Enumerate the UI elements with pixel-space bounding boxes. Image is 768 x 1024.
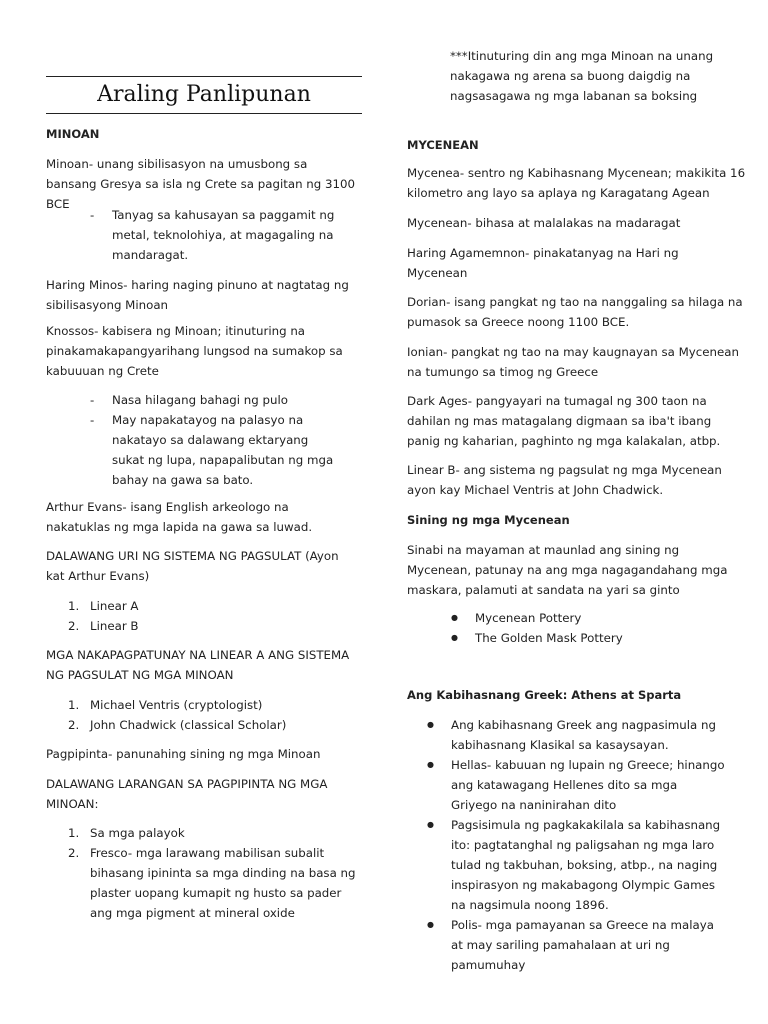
paragraph-sining: Sinabi na mayaman at maunlad ang sining ng Mycenean, patunay na ang mga nagagandahang mga maskara, palamuti at sandata na yari sa ginto: [407, 543, 728, 597]
paragraph-linear-b: Linear B- ang sistema ng pagsulat ng mga Mycenean ayon kay Michael Ventris at John Chadwick.: [407, 463, 722, 497]
list-item: ● Pagsisimula ng pagkakakilala sa kabihasnang ito: pagtatanghal ng paligsahan ng mga laro tulad ng takbuhan, boksing, atbp., na naging inspirasyon ng makabagong Olympic Games na nagsimula noong 1896.: [427, 818, 721, 912]
paragraph-arthur-evans: Arthur Evans- isang English arkeologo na nakatuklas ng mga lapida na gawa sa luwad.: [46, 500, 313, 534]
list-item: 2. John Chadwick (classical Scholar): [68, 718, 287, 732]
paragraph-dorian: Dorian- isang pangkat ng tao na nanggaling sa hilaga na pumasok sa Greece noong 1100 BCE.: [407, 295, 743, 329]
paragraph-nakapagpatunay: MGA NAKAPAGPATUNAY NA LINEAR A ANG SISTEMA NG PAGSULAT NG MGA MINOAN: [46, 648, 350, 682]
paragraph-ionian: Ionian- pangkat ng tao na may kaugnayan sa Mycenean na tumungo sa timog ng Greece: [407, 345, 739, 379]
knossos-bullet-list: [90, 390, 342, 490]
sining-heading: Sining ng mga Mycenean: [407, 513, 570, 527]
minoan-bullet-list: [90, 205, 342, 265]
greek-heading: Ang Kabihasnang Greek: Athens at Sparta: [407, 688, 682, 702]
paragraph-agamemnon: Haring Agamemnon- pinakatanyag na Hari ng Mycenean: [407, 246, 679, 280]
minoan-heading: MINOAN: [46, 127, 100, 141]
list-item: - May napakatayog na palasyo na nakatayo sa dalawang ektaryang sukat ng lupa, napapalibutan ng mga bahay na gawa sa bato.: [90, 413, 334, 487]
paragraph-mycenea: Mycenea- sentro ng Kabihasnang Mycenean; makikita 16 kilometro ang layo sa aplaya ng Karagatang Agean: [407, 166, 746, 200]
list-item: ● Polis- mga pamayanan sa Greece na malaya at may sariling pamahalaan at uri ng pamumuhay: [427, 918, 714, 972]
list-item: ● Hellas- kabuuan ng lupain ng Greece; hinango ang katawagang Hellenes dito sa mga Griyego na naninirahan dito: [427, 758, 725, 812]
list-item: 1. Sa mga palayok: [68, 826, 185, 840]
paragraph-minoan: Minoan- unang sibilisasyon na umusbong sa bansang Gresya sa isla ng Crete sa pagitan ng 3100 BCE: [46, 157, 356, 211]
list-item: ● Mycenean Pottery: [451, 611, 582, 625]
list-item: 2. Linear B: [68, 619, 139, 633]
paragraph-dark-ages: Dark Ages- pangyayari na tumagal ng 300 taon na dahilan ng mas matagalang digmaan sa iba't ibang panig ng kaharian, paghinto ng mga kalakalan, atbp.: [407, 394, 721, 448]
pagpipinta-list: [68, 823, 358, 923]
paragraph-mycenean: Mycenean- bihasa at malalakas na madaragat: [407, 216, 681, 230]
mycenean-heading: MYCENEAN: [407, 138, 479, 152]
list-item: 1. Michael Ventris (cryptologist): [68, 698, 263, 712]
list-item: ● Ang kabihasnang Greek ang nagpasimula ng kabihasnang Klasikal sa kasaysayan.: [427, 718, 716, 752]
list-item: 2. Fresco- mga larawang mabilisan subalit bihasang ipininta sa mga dinding na basa ng plaster uopang kumapit ng husto sa pader ang mga pigment at mineral oxide: [68, 846, 356, 920]
page-title-block: [46, 76, 362, 114]
page-title: Araling Panlipunan: [97, 82, 311, 107]
paragraph-larangan: DALAWANG LARANGAN SA PAGPIPINTA NG MGA MINOAN:: [46, 777, 328, 811]
note-arena: ***Itinuturing din ang mga Minoan na unang nakagawa ng arena sa buong daigdig na nagsasagawa ng mga labanan sa boksing: [450, 49, 714, 103]
list-item: - Tanyag sa kahusayan sa paggamit ng metal, teknolohiya, at magagaling na mandaragat.: [90, 208, 335, 262]
list-item: ● The Golden Mask Pottery: [451, 631, 623, 645]
paragraph-knossos: Knossos- kabisera ng Minoan; itinuturing na pinakamakapangyarihang lungsod na sumakop sa kabuuuan ng Crete: [46, 324, 343, 378]
paragraph-haring-minos: Haring Minos- haring naging pinuno at nagtatag ng sibilisasyong Minoan: [46, 278, 349, 312]
list-item: 1. Linear A: [68, 599, 139, 613]
paragraph-sistema-pagsulat: DALAWANG URI NG SISTEMA NG PAGSULAT (Ayon kat Arthur Evans): [46, 549, 339, 583]
pottery-list: [451, 608, 735, 648]
scholars-list: [68, 695, 350, 735]
list-item: - Nasa hilagang bahagi ng pulo: [90, 393, 288, 407]
greek-bullet-list: [427, 715, 726, 975]
linear-list: [68, 596, 340, 636]
paragraph-pagpipinta: Pagpipinta- panunahing sining ng mga Minoan: [46, 747, 321, 761]
